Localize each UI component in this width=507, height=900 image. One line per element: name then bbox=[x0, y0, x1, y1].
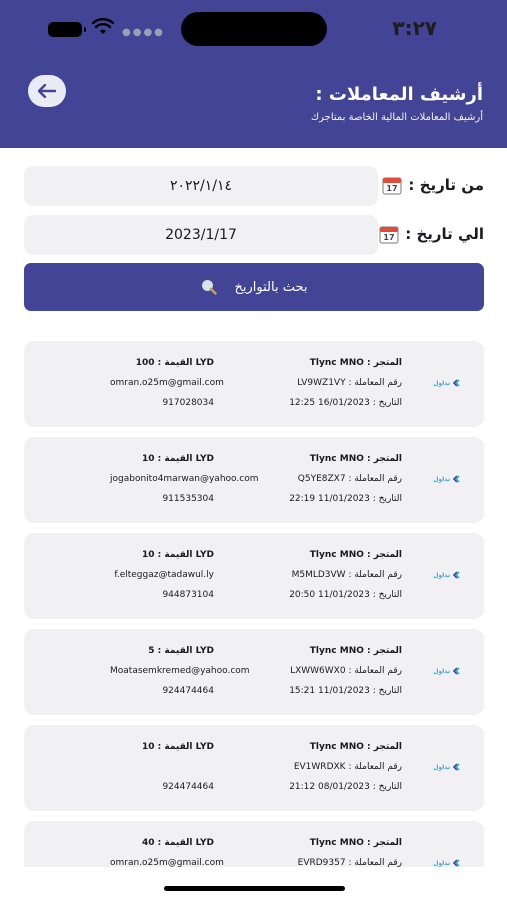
email-text bbox=[110, 761, 214, 781]
transaction-card[interactable] bbox=[24, 629, 484, 715]
transaction-card[interactable] bbox=[24, 533, 484, 619]
reference-text: رقم المعاملة : M5MLD3VW bbox=[291, 570, 402, 580]
status-bar bbox=[0, 0, 507, 56]
date-text: التاريخ : 16/01/2023 12:25 bbox=[289, 398, 402, 408]
logo-text: تداول bbox=[433, 379, 450, 387]
reference-text: رقم المعاملة : EV1WRDXK bbox=[293, 762, 402, 772]
amount-text: القيمة : 40 LYD bbox=[142, 838, 214, 848]
amount-text: القيمة : 5 LYD bbox=[148, 646, 214, 656]
page-title: أرشيف المعاملات : bbox=[315, 84, 483, 105]
transaction-details bbox=[289, 453, 402, 513]
merchant-text: المتجر : Tlync MNO bbox=[309, 742, 402, 752]
phone-text: 924474464 bbox=[162, 686, 214, 696]
status-time: ٣:٢٧ bbox=[392, 16, 437, 40]
transactions-list[interactable] bbox=[24, 341, 484, 867]
email-text: omran.o25m@gmail.com bbox=[110, 858, 224, 867]
logo-text: تداول bbox=[433, 859, 450, 867]
transaction-amount-info bbox=[110, 837, 224, 867]
from-date-label: من تاريخ : 17 bbox=[382, 175, 484, 195]
transaction-card[interactable] bbox=[24, 341, 484, 427]
to-date-row bbox=[24, 215, 484, 255]
email-text: omran.o25m@gmail.com bbox=[110, 378, 224, 388]
search-button-label: بحث بالتواريخ bbox=[234, 279, 308, 295]
to-date-field[interactable]: 2023/1/17 bbox=[24, 215, 378, 255]
email-text: jogabonito4marwan@yahoo.com bbox=[110, 474, 259, 484]
chevron-left-icon bbox=[452, 859, 460, 867]
from-date-field[interactable]: ٢٠٢٢/١/١٤ bbox=[24, 166, 378, 206]
merchant-text: المتجر : Tlync MNO bbox=[309, 550, 402, 560]
reference-text: رقم المعاملة : LV9WZ1VY bbox=[297, 378, 402, 388]
phone-text: 924474464 bbox=[162, 782, 214, 792]
logo-text: تداول bbox=[433, 571, 450, 579]
merchant-text: المتجر : Tlync MNO bbox=[309, 646, 402, 656]
svg-text:17: 17 bbox=[386, 184, 398, 193]
transaction-card[interactable] bbox=[24, 821, 484, 867]
reference-text: رقم المعاملة : LXWW6WX0 bbox=[290, 666, 402, 676]
logo-text: تداول bbox=[433, 475, 450, 483]
to-date-label: الي تاريخ : 17 bbox=[379, 224, 484, 244]
merchant-text: المتجر : Tlync MNO bbox=[309, 838, 402, 848]
email-text: Moatasemkremed@yahoo.com bbox=[110, 666, 250, 676]
email-text: f.elteggaz@tadawul.ly bbox=[114, 570, 214, 580]
transaction-details bbox=[289, 357, 402, 417]
page-subtitle: أرشيف المعاملات المالية الخاصة بمتاجرك bbox=[310, 112, 483, 123]
transaction-amount-info bbox=[110, 453, 259, 513]
transaction-card[interactable] bbox=[24, 437, 484, 523]
transaction-amount-info bbox=[110, 357, 224, 417]
reference-text: رقم المعاملة : Q5YE8ZX7 bbox=[297, 474, 402, 484]
logo-text: تداول bbox=[433, 667, 450, 675]
logo-text: تداول bbox=[433, 763, 450, 771]
chevron-left-icon bbox=[452, 475, 460, 483]
amount-text: القيمة : 10 LYD bbox=[142, 742, 214, 752]
battery-icon bbox=[48, 22, 82, 37]
amount-text: القيمة : 100 LYD bbox=[135, 358, 214, 368]
reference-text: رقم المعاملة : EVRD9357 bbox=[297, 858, 402, 867]
arrow-left-icon bbox=[38, 84, 56, 98]
home-indicator[interactable] bbox=[164, 886, 345, 891]
date-text: التاريخ : 11/01/2023 15:21 bbox=[289, 686, 402, 696]
transaction-amount-info bbox=[110, 645, 250, 705]
chevron-left-icon bbox=[452, 763, 460, 771]
merchant-text: المتجر : Tlync MNO bbox=[309, 358, 402, 368]
tadawul-logo bbox=[424, 472, 460, 486]
search-icon bbox=[201, 279, 217, 295]
transaction-details bbox=[289, 741, 402, 801]
calendar-icon bbox=[379, 224, 399, 244]
transaction-amount-info bbox=[110, 741, 214, 801]
chevron-left-icon bbox=[452, 667, 460, 675]
header bbox=[0, 0, 507, 148]
phone-text: 911535304 bbox=[162, 494, 214, 504]
date-text: التاريخ : 11/01/2023 20:50 bbox=[289, 590, 402, 600]
search-by-dates-button[interactable] bbox=[24, 263, 484, 311]
chevron-left-icon bbox=[452, 571, 460, 579]
tadawul-logo bbox=[424, 568, 460, 582]
transaction-amount-info bbox=[110, 549, 214, 609]
tadawul-logo bbox=[424, 376, 460, 390]
transaction-details bbox=[298, 837, 402, 867]
wifi-icon bbox=[92, 18, 114, 36]
phone-text: 917028034 bbox=[162, 398, 214, 408]
tadawul-logo bbox=[424, 664, 460, 678]
back-button[interactable] bbox=[28, 75, 66, 107]
dynamic-island bbox=[181, 12, 327, 46]
phone-text: 944873104 bbox=[162, 590, 214, 600]
date-text: التاريخ : 08/01/2023 21:12 bbox=[289, 782, 402, 792]
calendar-icon bbox=[382, 175, 402, 195]
transaction-details bbox=[289, 645, 402, 705]
svg-text:17: 17 bbox=[383, 233, 395, 242]
amount-text: القيمة : 10 LYD bbox=[142, 454, 214, 464]
date-text: التاريخ : 11/01/2023 22:19 bbox=[289, 494, 402, 504]
transaction-card[interactable] bbox=[24, 725, 484, 811]
tadawul-logo bbox=[424, 856, 460, 867]
tadawul-logo bbox=[424, 760, 460, 774]
signal-icon: ●●●● bbox=[122, 27, 165, 38]
amount-text: القيمة : 10 LYD bbox=[142, 550, 214, 560]
chevron-left-icon bbox=[452, 379, 460, 387]
transaction-details bbox=[289, 549, 402, 609]
from-date-row bbox=[24, 166, 484, 206]
merchant-text: المتجر : Tlync MNO bbox=[309, 454, 402, 464]
